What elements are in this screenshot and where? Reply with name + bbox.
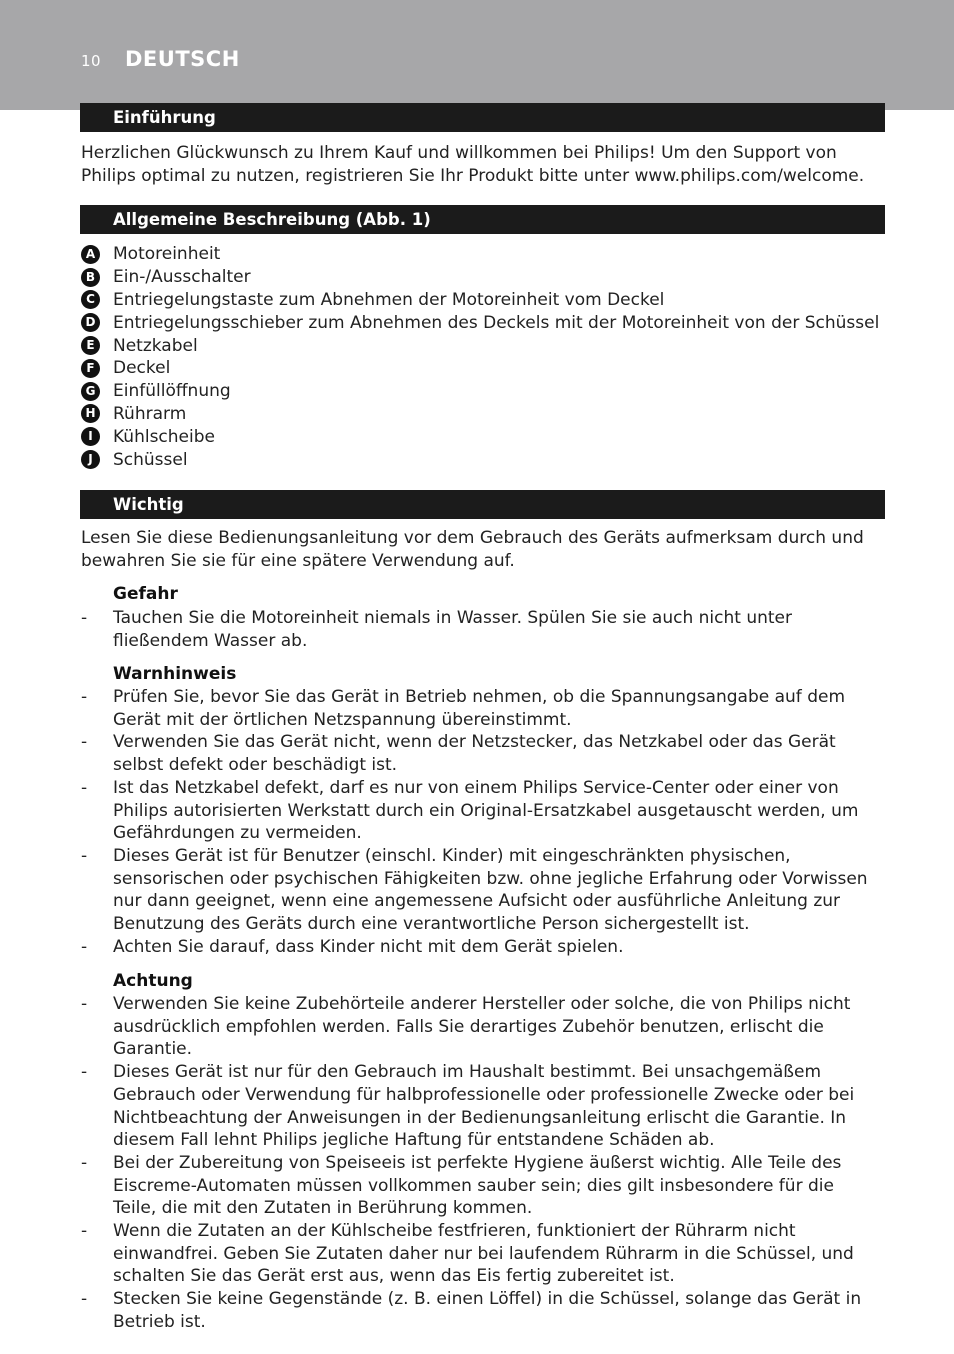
list-item: [81, 607, 881, 652]
bullet-dash: -: [81, 1289, 88, 1310]
component-label: Netzkabel: [113, 335, 198, 356]
component-item: [81, 425, 881, 448]
list-item-text: Stecken Sie keine Gegenstände (z. B. einen Löffel) in die Schüssel, solange das Gerät in Betrieb ist.: [113, 1289, 862, 1332]
bullet-dash: -: [81, 687, 88, 707]
list-item: [81, 686, 881, 731]
bullet-dash: -: [81, 777, 88, 798]
letter-badge: J: [81, 450, 100, 469]
warning-heading: Warnhinweis: [113, 664, 237, 684]
bullet-dash: -: [81, 1062, 88, 1083]
component-label: Kühlscheibe: [113, 426, 215, 447]
bullet-dash: -: [81, 1152, 88, 1173]
list-item-text: Bei der Zubereitung von Speiseeis ist perfekte Hygiene äußerst wichtig. Alle Teile des Eiscreme-Automaten müssen vollkommen sauber sein; dies gilt insbesondere für die Teile, die mit den Zutaten in Berührung kommen.: [113, 1152, 842, 1219]
caution-list: [81, 993, 881, 1334]
list-item: [81, 1152, 881, 1220]
important-text: Lesen Sie diese Bedienungsanleitung vor dem Gebrauch des Geräts aufmerksam durch und bewahren Sie sie für eine spätere Verwendung auf.: [81, 528, 864, 571]
bullet-dash: -: [81, 1221, 88, 1242]
bullet-dash: -: [81, 994, 88, 1014]
intro-text: Herzlichen Glückwunsch zu Ihrem Kauf und willkommen bei Philips! Um den Support von Philips optimal zu nutzen, registrieren Sie Ihr Produkt bitte unter www.philips.com/welcome.: [81, 143, 865, 186]
component-label: Deckel: [113, 358, 171, 379]
component-item: [81, 243, 881, 266]
letter-badge: A: [81, 245, 100, 264]
warning-list: [81, 686, 881, 958]
section-heading-intro: Einführung: [80, 103, 885, 132]
letter-badge: B: [81, 268, 100, 287]
component-label: Ein-/Ausschalter: [113, 267, 251, 288]
component-label: Rührarm: [113, 403, 187, 424]
component-label: Einfüllöffnung: [113, 381, 231, 402]
component-item: [81, 266, 881, 289]
list-item: [81, 777, 881, 845]
component-item: [81, 311, 881, 334]
page-number: 10: [81, 52, 102, 70]
letter-badge: C: [81, 290, 100, 309]
letter-badge: D: [81, 313, 100, 332]
section-heading-description: Allgemeine Beschreibung (Abb. 1): [80, 205, 885, 234]
component-item: [81, 334, 881, 357]
list-item: [81, 1288, 881, 1333]
component-item: [81, 357, 881, 380]
list-item: [81, 936, 881, 959]
list-item: [81, 731, 881, 776]
component-label: Entriegelungsschieber zum Abnehmen des Deckels mit der Motoreinheit von der Schüssel: [113, 312, 880, 333]
list-item: [81, 845, 881, 936]
component-item: [81, 403, 881, 426]
letter-badge: I: [81, 427, 100, 446]
list-item-text: Wenn die Zutaten an der Kühlscheibe festfrieren, funktioniert der Rührarm nicht einwandfrei. Geben Sie Zutaten daher nur bei laufendem Rührarm in die Schüssel, und schalten Sie das Gerät erst aus, wenn das Eis fertig zubereitet ist.: [113, 1221, 854, 1287]
list-item-text: Dieses Gerät ist nur für den Gebrauch im Haushalt bestimmt. Bei unsachgemäßem Gebrauch oder Verwendung für halbprofessionelle oder professionelle Zwecke oder bei Nichtbeachtung der Anweisungen in der Bedienungsanleitung erlischt die Garantie. In diesem Fall lehnt Philips jegliche Haftung für entstandene Schäden ab.: [113, 1062, 855, 1151]
letter-badge: G: [81, 382, 100, 401]
component-label: Entriegelungstaste zum Abnehmen der Motoreinheit vom Deckel: [113, 289, 665, 310]
list-item-text: Tauchen Sie die Motoreinheit niemals in Wasser. Spülen Sie sie auch nicht unter fließendem Wasser ab.: [113, 608, 792, 651]
list-item: [81, 1061, 881, 1152]
list-item-text: Verwenden Sie keine Zubehörteile anderer Hersteller oder solche, die von Philips nicht ausdrücklich empfohlen werden. Falls Sie derartiges Zubehör benutzen, erlischt die Garantie.: [113, 994, 851, 1060]
list-item-text: Dieses Gerät ist für Benutzer (einschl. Kinder) mit eingeschränkten physischen, sensorischen oder psychischen Fähigkeiten bzw. ohne jegliche Erfahrung oder Vorwissen nur dann geeignet, wenn eine angemessene Aufsicht oder ausführliche Anleitung zur Benutzung des Geräts durch eine verantwortliche Person sichergestellt ist.: [113, 845, 868, 935]
section-heading-important: Wichtig: [80, 490, 885, 519]
list-item: [81, 1220, 881, 1288]
component-item: [81, 380, 881, 403]
caution-heading: Achtung: [113, 971, 193, 991]
list-item-text: Achten Sie darauf, dass Kinder nicht mit dem Gerät spielen.: [113, 936, 624, 957]
list-item-text: Verwenden Sie das Gerät nicht, wenn der Netzstecker, das Netzkabel oder das Gerät selbst defekt oder beschädigt ist.: [113, 732, 836, 776]
letter-badge: E: [81, 336, 100, 355]
component-label: Motoreinheit: [113, 244, 221, 265]
list-item-text: Prüfen Sie, bevor Sie das Gerät in Betrieb nehmen, ob die Spannungsangabe auf dem Gerät mit der örtlichen Netzspannung übereinstimmt.: [113, 687, 846, 730]
component-label: Schüssel: [113, 449, 188, 470]
component-item: [81, 448, 881, 471]
bullet-dash: -: [81, 845, 88, 866]
danger-list: [81, 607, 881, 652]
list-item: [81, 993, 881, 1061]
danger-heading: Gefahr: [113, 584, 178, 604]
component-list: [81, 243, 881, 471]
letter-badge: H: [81, 404, 100, 423]
language-title: DEUTSCH: [125, 47, 240, 71]
letter-badge: F: [81, 359, 100, 378]
component-item: [81, 289, 881, 312]
bullet-dash: -: [81, 936, 88, 957]
bullet-dash: -: [81, 608, 88, 628]
bullet-dash: -: [81, 732, 88, 753]
list-item-text: Ist das Netzkabel defekt, darf es nur von einem Philips Service-Center oder einer von Philips autorisierten Werkstatt durch ein Original-Ersatzkabel ausgetauscht werden, um Gefährdungen zu vermeiden.: [113, 777, 859, 844]
